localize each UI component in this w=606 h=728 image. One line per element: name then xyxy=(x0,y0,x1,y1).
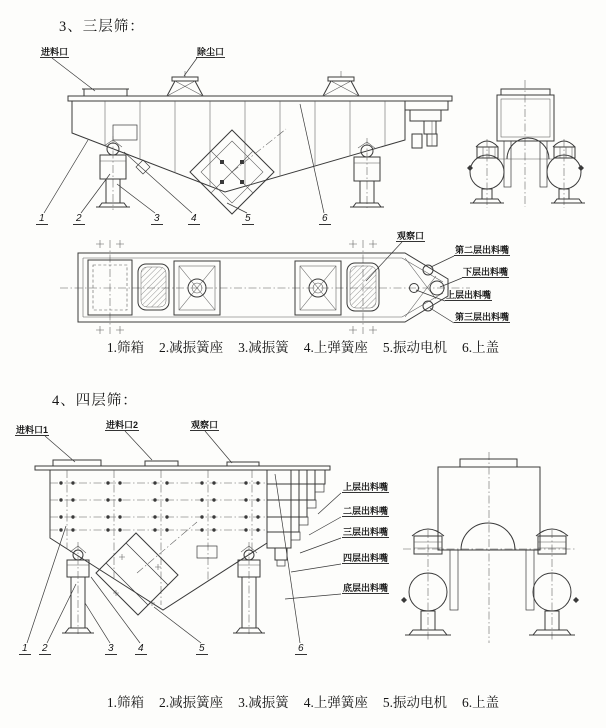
leader-lines xyxy=(27,431,341,643)
part-number-1: 1 xyxy=(19,643,31,655)
caption-item: 2.减振簧座 xyxy=(159,695,224,710)
parts-caption xyxy=(0,336,606,356)
side-bolt xyxy=(401,597,407,603)
inspection-hatch xyxy=(197,546,217,558)
caption-item: 5.振动电机 xyxy=(382,340,447,355)
section-3-title: 3、三层筛： xyxy=(59,19,145,35)
part-number-6: 6 xyxy=(319,213,331,225)
caption-item: 3.减振簧 xyxy=(238,340,289,355)
label-outlet-upper: 上层出料嘴 xyxy=(343,482,389,492)
label-dust-port: 除尘口 xyxy=(197,47,225,57)
base-arch xyxy=(461,523,515,550)
top-cover-rail xyxy=(35,466,330,470)
vibration-motor xyxy=(96,522,197,615)
discharge-steps xyxy=(405,101,448,148)
part-number-5: 5 xyxy=(196,643,208,655)
label-outlet-layer3: 三层出料嘴 xyxy=(343,527,389,537)
label-outlet-layer2: 二层出料嘴 xyxy=(343,506,389,516)
three-layer-side-view xyxy=(44,58,452,214)
label-outlet-upper: 上层出料嘴 xyxy=(446,290,492,300)
screen-box-end xyxy=(497,95,554,141)
screen-box-outline xyxy=(50,470,267,610)
label-observation-port: 观察口 xyxy=(191,420,219,430)
caption-item: 3.减振簧 xyxy=(238,695,289,710)
dust-port-funnel xyxy=(323,71,359,96)
caption-item: 2.减振簧座 xyxy=(159,340,224,355)
four-layer-side-view xyxy=(27,431,341,643)
feed-inlet-2-plate xyxy=(145,461,178,466)
label-outlet-layer4: 四层出料嘴 xyxy=(343,553,389,563)
four-layer-end-view xyxy=(401,452,579,643)
caption-item: 4.上弹簧座 xyxy=(303,340,368,355)
part-number-4: 4 xyxy=(135,643,147,655)
spring-leg xyxy=(96,136,130,210)
bolt-strip-axes xyxy=(50,470,267,605)
label-outlet-lower: 下层出料嘴 xyxy=(463,267,509,277)
spring-leg xyxy=(233,542,265,634)
caption-item: 4.上弹簧座 xyxy=(303,695,368,710)
label-outlet-layer3: 第三层出料嘴 xyxy=(455,312,510,322)
feed-inlet-plate xyxy=(84,89,127,96)
caption-item: 5.振动电机 xyxy=(382,695,447,710)
part-number-4: 4 xyxy=(188,213,200,225)
side-bolt xyxy=(578,165,584,171)
inspection-hatch xyxy=(113,125,137,140)
side-bolt xyxy=(573,597,579,603)
vibration-motor xyxy=(190,129,286,214)
caption-item: 1.筛箱 xyxy=(106,695,144,710)
top-cover-rail xyxy=(68,96,452,101)
part-number-5: 5 xyxy=(242,213,254,225)
bolt-dots xyxy=(59,481,259,531)
caption-item: 6.上盖 xyxy=(462,340,500,355)
part-number-6: 6 xyxy=(295,643,307,655)
three-layer-end-view xyxy=(467,80,585,208)
side-bolt xyxy=(467,165,473,171)
three-layer-top-view xyxy=(60,240,470,334)
part-number-3: 3 xyxy=(105,643,117,655)
caption-item: 1.筛箱 xyxy=(106,340,144,355)
part-number-1: 1 xyxy=(36,213,48,225)
part-number-2: 2 xyxy=(39,643,51,655)
screen-box-end xyxy=(438,467,540,550)
label-outlet-bottom: 底层出料嘴 xyxy=(343,583,389,593)
caption-item: 6.上盖 xyxy=(462,695,500,710)
part-number-2: 2 xyxy=(73,213,85,225)
label-outlet-layer2: 第二层出料嘴 xyxy=(455,245,510,255)
feed-inlet-1-plate xyxy=(53,460,101,466)
label-feed-inlet-1: 进料口1 xyxy=(16,425,49,435)
label-feed-inlet-2: 进料口2 xyxy=(106,420,139,430)
dust-port-mount xyxy=(295,261,341,315)
discharge-steps xyxy=(267,470,325,566)
label-observation-port: 观察口 xyxy=(397,231,425,241)
spring-leg xyxy=(350,138,384,210)
part-number-3: 3 xyxy=(151,213,163,225)
label-feed-inlet: 进料口 xyxy=(41,47,69,57)
parts-caption xyxy=(0,691,606,711)
section-4-title: 4、四层筛： xyxy=(52,393,138,409)
